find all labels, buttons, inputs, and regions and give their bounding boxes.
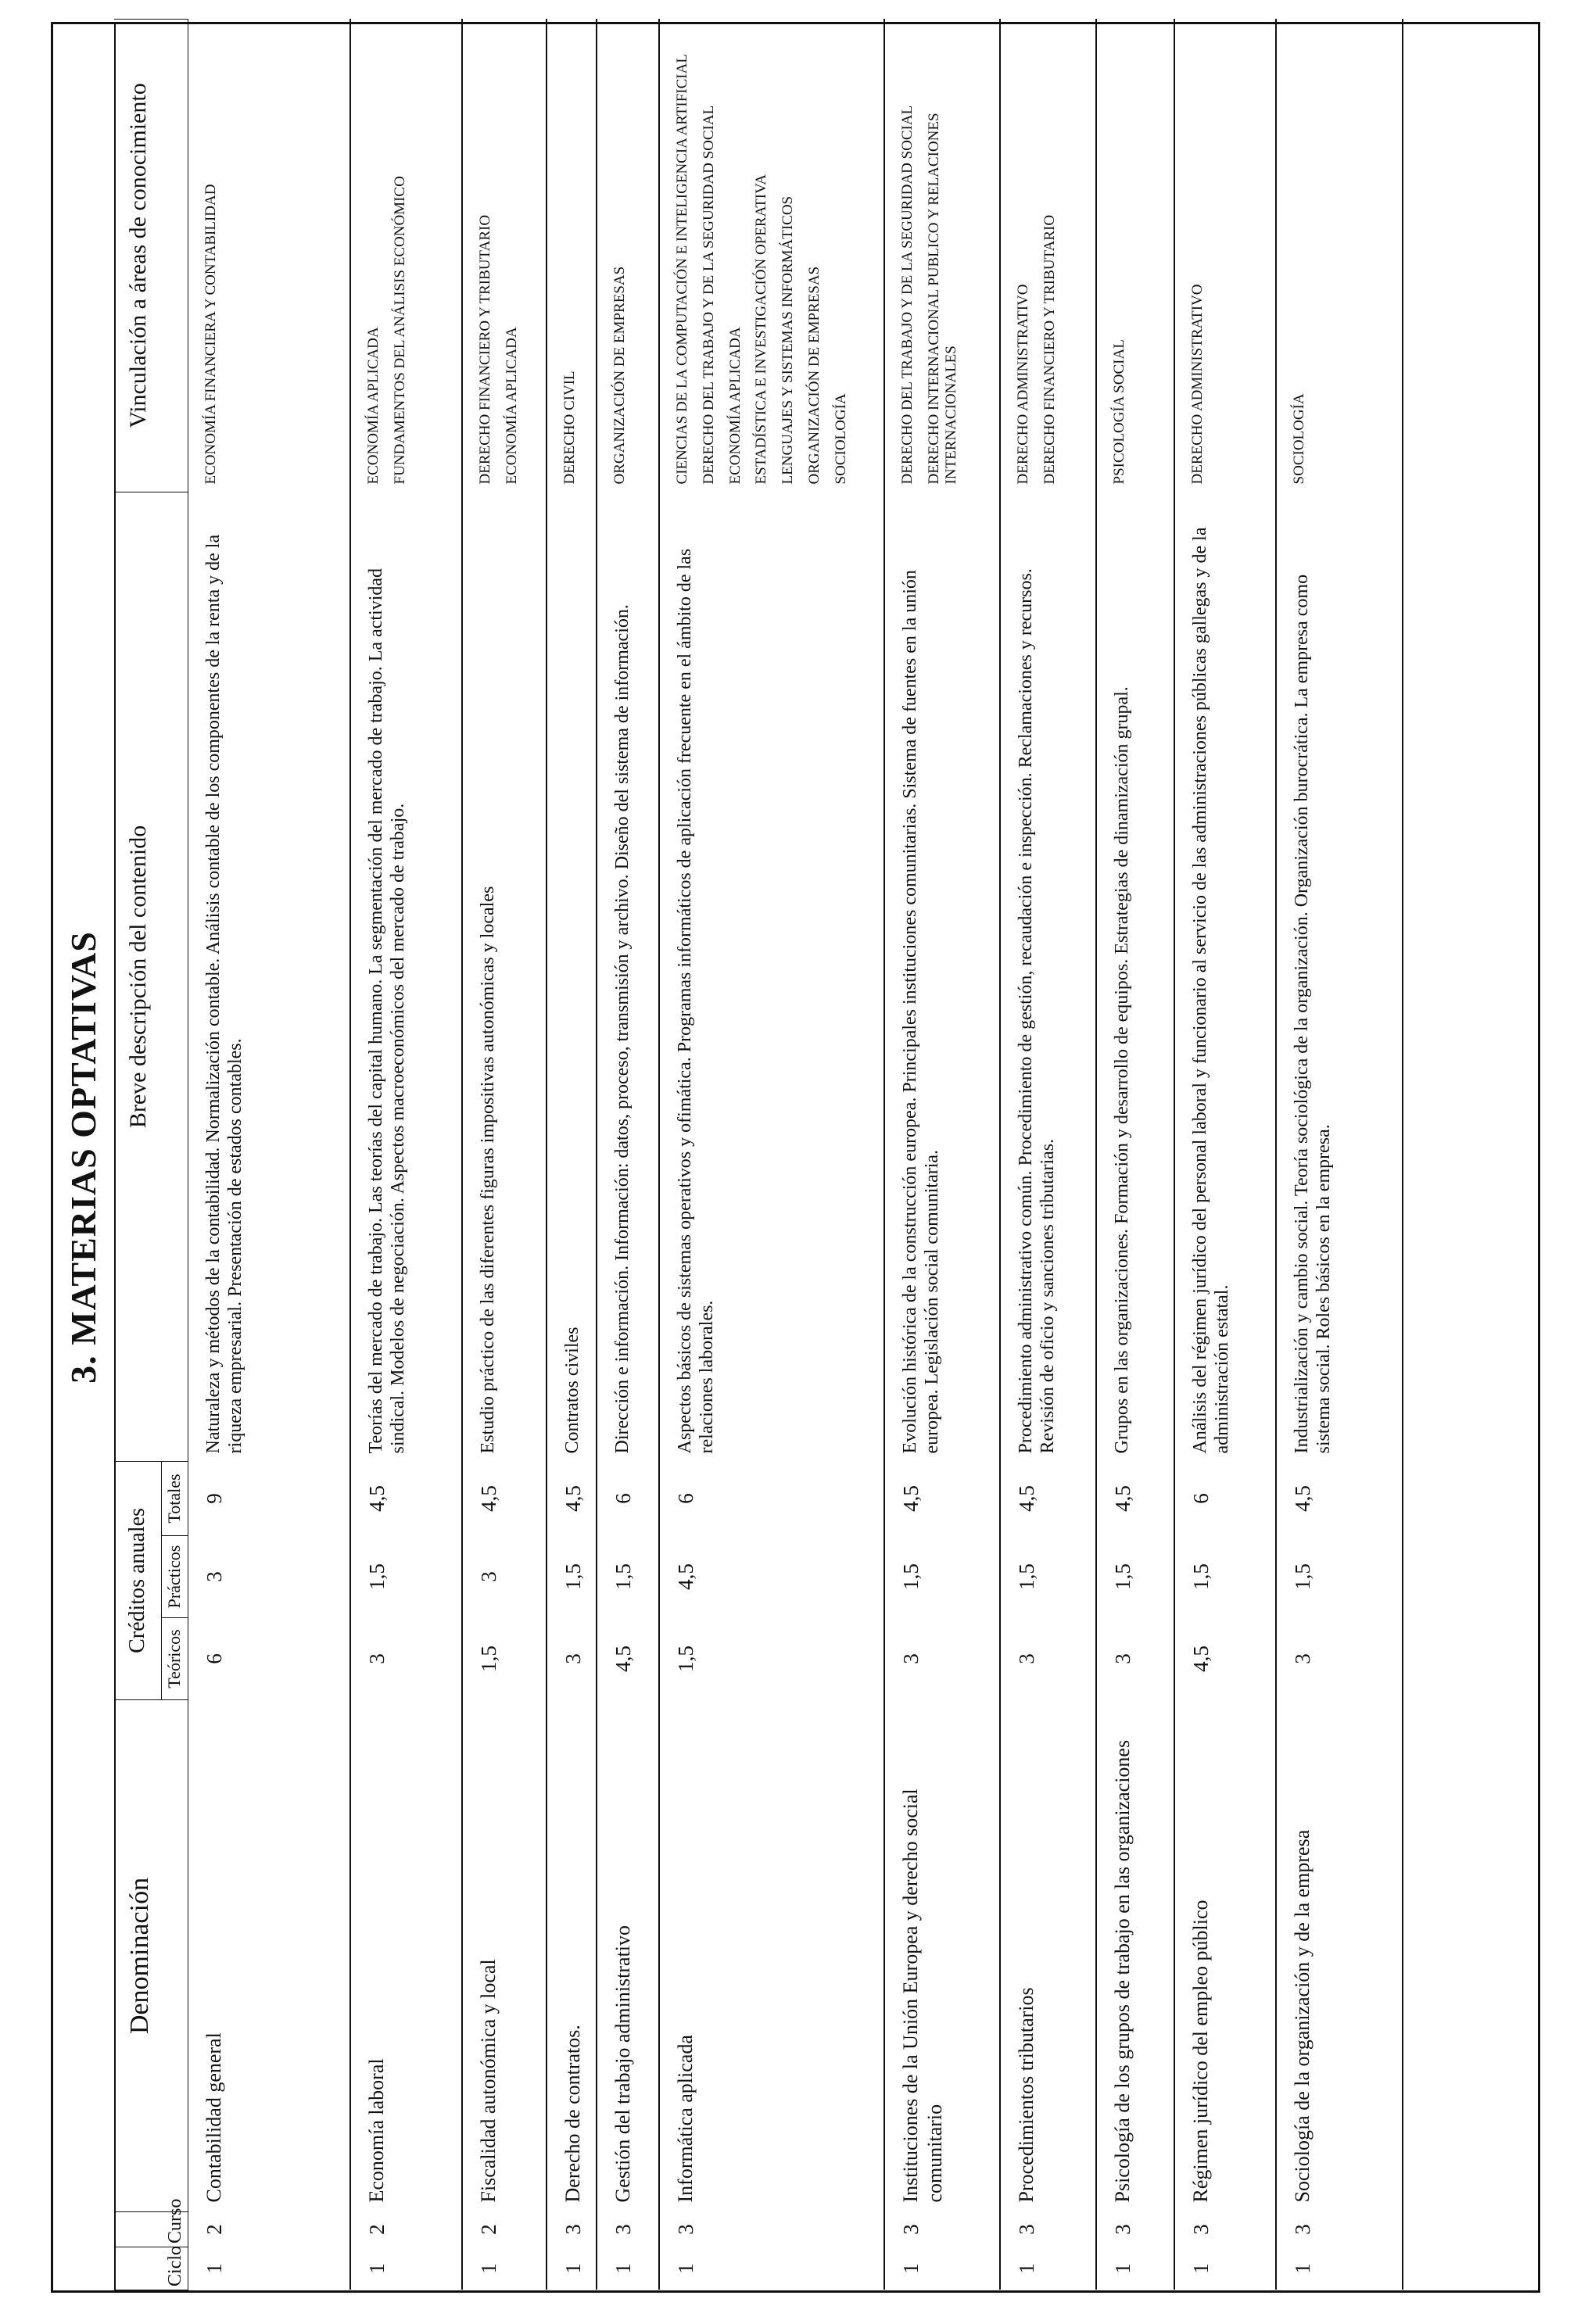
totales-cell: 4,5: [547, 1461, 597, 1535]
descripcion-cell: Grupos en las organizaciones. Formación y desarrollo de equipos. Estrategias de dinamización grupal.: [1096, 492, 1174, 1461]
ciclo-cell: 1: [597, 2247, 659, 2290]
vinculacion-cell: [462, 19, 547, 492]
table-row: [1096, 19, 1174, 2290]
totales-cell: 6: [659, 1461, 884, 1535]
ciclo-cell: 1: [659, 2247, 884, 2290]
vinculacion-cell: [188, 19, 350, 492]
descripcion-cell: Naturaleza y métodos de la contabilidad. Normalización contable. Análisis contable de los componentes de la renta y de la riqueza empresarial. Presentación de estados contables.: [188, 492, 350, 1461]
knowledge-area: ECONOMÍA APLICADA: [726, 327, 744, 485]
optional-subjects-table: [114, 19, 1403, 2290]
header-practicos: Prácticos: [161, 1536, 188, 1618]
teoricos-cell: 3: [884, 1618, 1000, 1700]
table-row: [1276, 19, 1403, 2290]
practicos-cell: 1,5: [547, 1536, 597, 1618]
curso-cell: 3: [659, 2212, 884, 2247]
teoricos-cell: 3: [547, 1618, 597, 1700]
denominacion-cell: Psicología de los grupos de trabajo en las organizaciones: [1096, 1700, 1174, 2212]
knowledge-area: DERECHO FINANCIERO Y TRIBUTARIO: [1041, 214, 1058, 485]
teoricos-cell: 3: [350, 1618, 462, 1700]
totales-cell: 4,5: [884, 1461, 1000, 1535]
descripcion-cell: Estudio práctico de las diferentes figuras impositivas autonómicas y locales: [462, 492, 547, 1461]
knowledge-area: ECONOMÍA FINANCIERA Y CONTABILIDAD: [202, 184, 219, 485]
totales-cell: 9: [188, 1461, 350, 1535]
knowledge-area: CIENCIAS DE LA COMPUTACIÓN E INTELIGENCIA ARTIFICIAL: [673, 54, 690, 485]
teoricos-cell: 4,5: [597, 1618, 659, 1700]
vinculacion-cell: [659, 19, 884, 492]
vinculacion-cell: [1276, 19, 1403, 492]
practicos-cell: 1,5: [884, 1536, 1000, 1618]
curso-cell: 2: [462, 2212, 547, 2247]
descripcion-cell: Dirección e información. Información: datos, proceso, transmisión y archivo. Diseño del sistema de información.: [597, 492, 659, 1461]
descripcion-cell: Procedimiento administrativo común. Procedimiento de gestión, recaudación e inspección. Reclamaciones y recursos. Revisión de oficio y sanciones tributarias.: [1000, 492, 1096, 1461]
vinculacion-cell: [350, 19, 462, 492]
totales-cell: 4,5: [350, 1461, 462, 1535]
knowledge-area: DERECHO FINANCIERO Y TRIBUTARIO: [477, 214, 493, 485]
practicos-cell: 1,5: [1096, 1536, 1174, 1618]
vinculacion-cell: [1096, 19, 1174, 492]
vinculacion-cell: [1174, 19, 1276, 492]
practicos-cell: 1,5: [350, 1536, 462, 1618]
denominacion-cell: Gestión del trabajo administrativo: [597, 1700, 659, 2212]
header-teoricos: Teóricos: [161, 1618, 188, 1700]
knowledge-area: ORGANIZACIÓN DE EMPRESAS: [806, 266, 823, 485]
descripcion-cell: Análisis del régimen jurídico del personal laboral y funcionario al servicio de las administraciones públicas gallegas y de la administración estatal.: [1174, 492, 1276, 1461]
totales-cell: 4,5: [1096, 1461, 1174, 1535]
ciclo-cell: 1: [884, 2247, 1000, 2290]
knowledge-area: ECONOMÍA APLICADA: [503, 327, 520, 485]
page-title: 3. MATERIAS OPTATIVAS: [53, 24, 116, 2290]
curso-cell: 3: [597, 2212, 659, 2247]
descripcion-cell: Contratos civiles: [547, 492, 597, 1461]
denominacion-cell: Contabilidad general: [188, 1700, 350, 2212]
ciclo-cell: 1: [1000, 2247, 1096, 2290]
denominacion-cell: Régimen jurídico del empleo público: [1174, 1700, 1276, 2212]
practicos-cell: 3: [188, 1536, 350, 1618]
table-row: [350, 19, 462, 2290]
knowledge-area: DERECHO INTERNACIONAL PUBLICO Y RELACIONES INTERNACIONALES: [925, 113, 959, 485]
teoricos-cell: 1,5: [659, 1618, 884, 1700]
practicos-cell: 1,5: [597, 1536, 659, 1618]
table-row: [547, 19, 597, 2290]
teoricos-cell: 3: [1096, 1618, 1174, 1700]
header-totales: Totales: [161, 1461, 188, 1535]
ciclo-cell: 1: [1096, 2247, 1174, 2290]
descripcion-cell: Aspectos básicos de sistemas operativos y ofimática. Programas informáticos de aplicación frecuente en el ámbito de las relaciones laborales.: [659, 492, 884, 1461]
ciclo-cell: 1: [350, 2247, 462, 2290]
header-vinculacion: Vinculación a áreas de conocimiento: [114, 19, 188, 492]
denominacion-cell: Informática aplicada: [659, 1700, 884, 2212]
teoricos-cell: 3: [1000, 1618, 1096, 1700]
header-ciclo: Ciclo: [114, 2247, 188, 2290]
totales-cell: 4,5: [1000, 1461, 1096, 1535]
ciclo-cell: 1: [547, 2247, 597, 2290]
table-row: [1174, 19, 1276, 2290]
table-row: [884, 19, 1000, 2290]
knowledge-area: SOCIOLOGÍA: [832, 393, 849, 485]
curso-cell: 3: [884, 2212, 1000, 2247]
table-row: [1000, 19, 1096, 2290]
practicos-cell: 4,5: [659, 1536, 884, 1618]
denominacion-cell: Procedimientos tributarios: [1000, 1700, 1096, 2212]
curso-cell: 3: [1000, 2212, 1096, 2247]
denominacion-cell: Fiscalidad autonómica y local: [462, 1700, 547, 2212]
teoricos-cell: 6: [188, 1618, 350, 1700]
totales-cell: 4,5: [462, 1461, 547, 1535]
vinculacion-cell: [1000, 19, 1096, 492]
descripcion-cell: Teorías del mercado de trabajo. Las teorías del capital humano. La segmentación del mercado de trabajo. La actividad sindical. Modelos de negociación. Aspectos macroeconómicos del mercado de trabajo.: [350, 492, 462, 1461]
totales-cell: 4,5: [1276, 1461, 1403, 1535]
practicos-cell: 1,5: [1276, 1536, 1403, 1618]
knowledge-area: ECONOMÍA APLICADA: [365, 327, 382, 485]
curso-cell: 3: [1096, 2212, 1174, 2247]
knowledge-area: DERECHO CIVIL: [561, 371, 578, 485]
table-body: [188, 19, 1403, 2290]
knowledge-area: DERECHO ADMINISTRATIVO: [1014, 284, 1031, 485]
table-row: [597, 19, 659, 2290]
knowledge-area: ORGANIZACIÓN DE EMPRESAS: [611, 266, 628, 485]
knowledge-area: FUNDAMENTOS DEL ANÁLISIS ECONÓMICO: [391, 176, 408, 485]
ciclo-cell: 1: [1276, 2247, 1403, 2290]
denominacion-cell: Instituciones de la Unión Europea y derecho social comunitario: [884, 1700, 1000, 2212]
header-descripcion: Breve descripción del contenido: [114, 492, 188, 1461]
practicos-cell: 1,5: [1174, 1536, 1276, 1618]
teoricos-cell: 3: [1276, 1618, 1403, 1700]
vinculacion-cell: [547, 19, 597, 492]
table-row: [462, 19, 547, 2290]
knowledge-area: ESTADÍSTICA E INVESTIGACIÓN OPERATIVA: [753, 174, 770, 485]
table-row: [659, 19, 884, 2290]
curso-cell: 3: [1174, 2212, 1276, 2247]
table-row: [188, 19, 350, 2290]
knowledge-area: DERECHO DEL TRABAJO Y DE LA SEGURIDAD SOCIAL: [700, 105, 717, 485]
header-curso: Curso: [114, 2212, 188, 2247]
denominacion-cell: Derecho de contratos.: [547, 1700, 597, 2212]
curso-cell: 3: [1276, 2212, 1403, 2247]
practicos-cell: 1,5: [1000, 1536, 1096, 1618]
totales-cell: 6: [597, 1461, 659, 1535]
descripcion-cell: Industrialización y cambio social. Teoría sociológica de la organización. Organización burocrática. La empresa como sistema social. Roles básicos en la empresa.: [1276, 492, 1403, 1461]
knowledge-area: SOCIOLOGÍA: [1290, 393, 1307, 485]
knowledge-area: LENGUAJES Y SISTEMAS INFORMÁTICOS: [780, 195, 797, 485]
ciclo-cell: 1: [462, 2247, 547, 2290]
teoricos-cell: 4,5: [1174, 1618, 1276, 1700]
denominacion-cell: Economía laboral: [350, 1700, 462, 2212]
descripcion-cell: Evolución histórica de la construcción europea. Principales instituciones comunitarias. Sistema de fuentes en la unión europea. Legislación social comunitaria.: [884, 492, 1000, 1461]
knowledge-area: DERECHO DEL TRABAJO Y DE LA SEGURIDAD SOCIAL: [898, 105, 916, 485]
denominacion-cell: Sociología de la organización y de la empresa: [1276, 1700, 1403, 2212]
vinculacion-cell: [597, 19, 659, 492]
curso-cell: 3: [547, 2212, 597, 2247]
curso-cell: 2: [350, 2212, 462, 2247]
header-denominacion: Denominación: [114, 1700, 188, 2212]
vinculacion-cell: [884, 19, 1000, 492]
curso-cell: 2: [188, 2212, 350, 2247]
totales-cell: 6: [1174, 1461, 1276, 1535]
teoricos-cell: 1,5: [462, 1618, 547, 1700]
ciclo-cell: 1: [1174, 2247, 1276, 2290]
practicos-cell: 3: [462, 1536, 547, 1618]
ciclo-cell: 1: [188, 2247, 350, 2290]
knowledge-area: PSICOLOGÍA SOCIAL: [1110, 339, 1127, 485]
knowledge-area: DERECHO ADMINISTRATIVO: [1188, 284, 1206, 485]
header-creditos: Créditos anuales: [114, 1461, 161, 1699]
table-frame: [51, 22, 1540, 2293]
